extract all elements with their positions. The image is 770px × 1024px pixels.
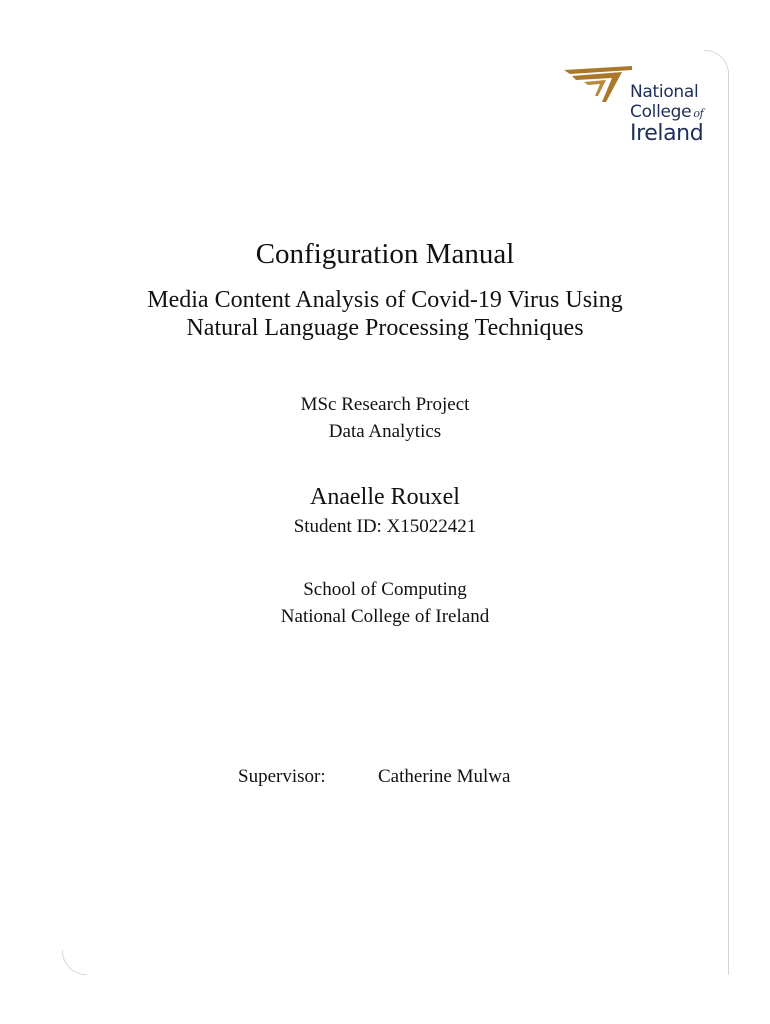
logo-text-ireland: Ireland — [630, 121, 704, 146]
logo-text-college — [630, 104, 703, 121]
college-logo-text — [630, 84, 703, 145]
logo-text-of: of — [693, 107, 704, 120]
programme-course: Data Analytics — [328, 421, 442, 442]
subtitle-line-2: Natural Language Processing Techniques — [186, 315, 584, 341]
student-id: Student ID: X15022421 — [293, 516, 477, 537]
page-corner-bottom-left — [62, 950, 87, 975]
author-name: Anaelle Rouxel — [310, 484, 460, 510]
logo-text-national: National — [630, 82, 699, 102]
supervisor-label: Supervisor: — [238, 766, 326, 787]
college-name: National College of Ireland — [280, 606, 490, 627]
subtitle-line-1: Media Content Analysis of Covid-19 Virus Using — [147, 287, 623, 313]
programme-project: MSc Research Project — [300, 394, 470, 415]
document-title: Configuration Manual — [255, 238, 515, 270]
logo-text-college-word: College — [630, 102, 692, 122]
school-name: School of Computing — [303, 579, 467, 600]
college-logo-mark-icon — [562, 62, 634, 106]
supervisor-name: Catherine Mulwa — [378, 766, 511, 787]
programme-info — [0, 391, 770, 445]
college-logo — [562, 62, 722, 162]
supervisor-row — [238, 766, 510, 788]
institution-info — [0, 576, 770, 630]
document-subtitle — [0, 286, 770, 342]
